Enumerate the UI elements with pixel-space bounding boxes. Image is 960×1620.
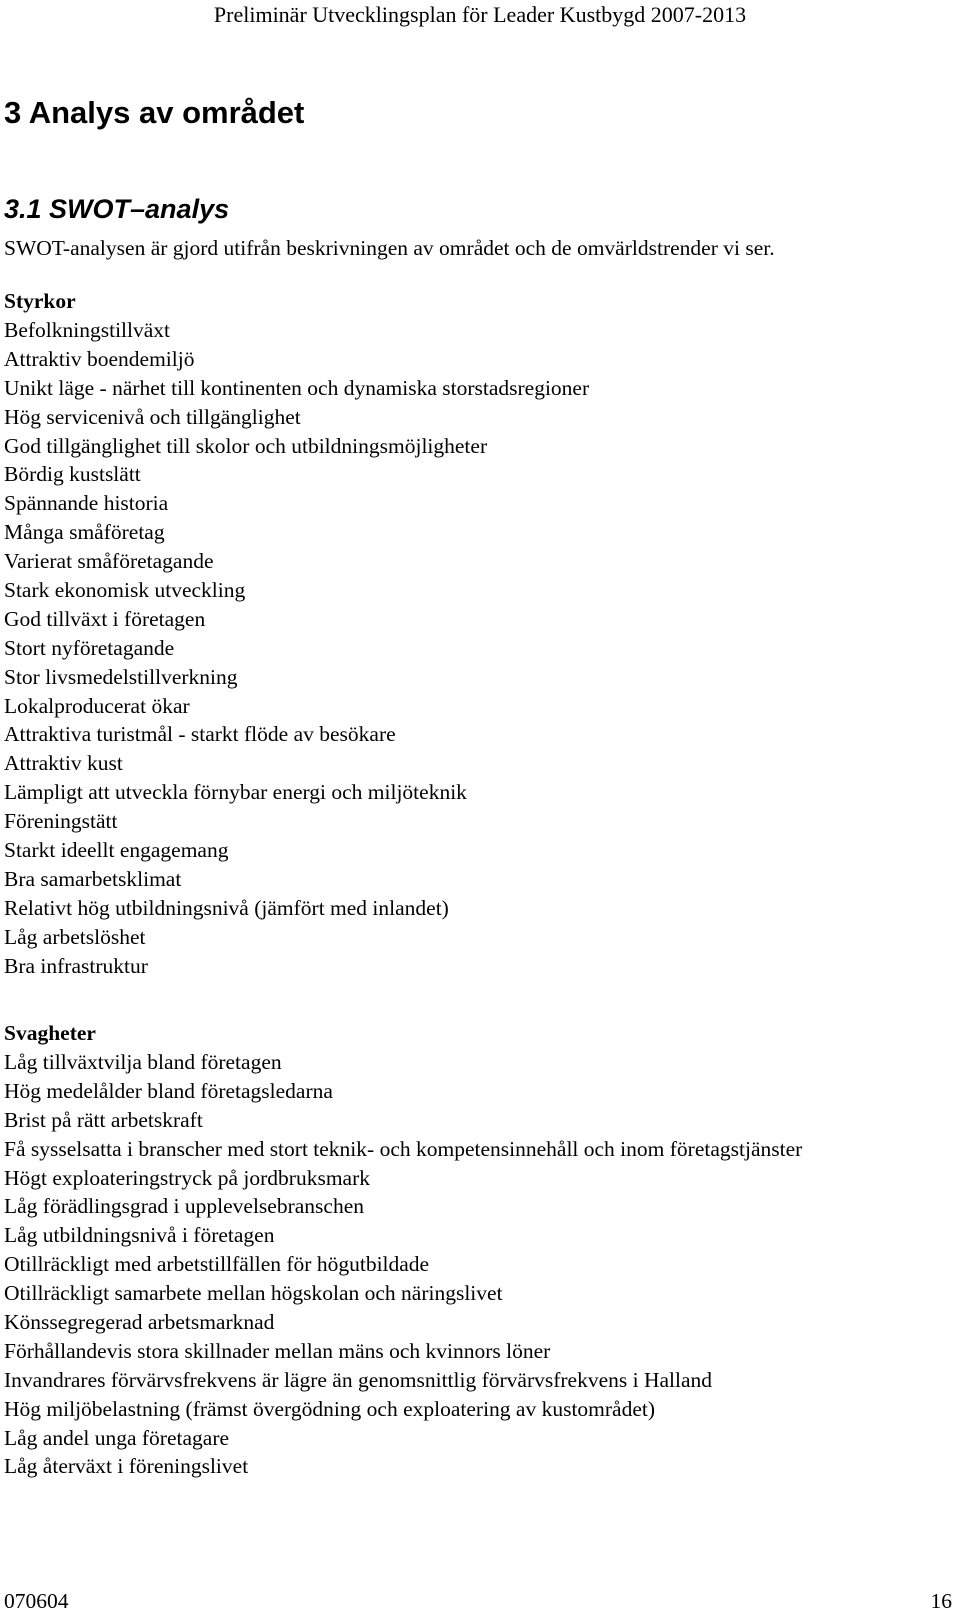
list-item: God tillväxt i företagen [4, 606, 206, 631]
list-item: Förhållandevis stora skillnader mellan mäns och kvinnors löner [4, 1338, 551, 1363]
list-item: Otillräckligt med arbetstillfällen för högutbildade [4, 1252, 430, 1277]
list-item: Unikt läge - närhet till kontinenten och dynamiska storstadsregioner [4, 375, 590, 400]
list-item: Låg återväxt i föreningslivet [4, 1454, 249, 1479]
strengths-title: Styrkor [4, 289, 76, 313]
list-item: Bra infrastruktur [4, 953, 148, 978]
list-item: Stor livsmedelstillverkning [4, 664, 238, 689]
list-item: Få sysselsatta i branscher med stort teknik- och kompetensinnehåll och inom företagstjänster [4, 1136, 803, 1161]
intro-paragraph: SWOT-analysen är gjord utifrån beskrivningen av området och de omvärldstrender vi ser. [4, 236, 775, 260]
list-item: Högt exploateringstryck på jordbruksmark [4, 1165, 371, 1190]
subsection-heading: 3.1 SWOT–analys [4, 194, 230, 224]
list-item: Bra samarbetsklimat [4, 866, 182, 891]
list-item: Låg arbetslöshet [4, 924, 146, 949]
list-item: Många småföretag [4, 520, 165, 545]
list-item: Låg utbildningsnivå i företagen [4, 1223, 275, 1248]
list-item: Lämpligt att utveckla förnybar energi och miljöteknik [4, 780, 467, 805]
list-item: Låg tillväxtvilja bland företagen [4, 1050, 282, 1074]
list-item: Hög medelålder bland företagsledarna [4, 1078, 333, 1103]
list-item: Varierat småföretagande [4, 549, 214, 574]
list-item: Otillräckligt samarbete mellan högskolan och näringslivet [4, 1281, 503, 1306]
running-header: Preliminär Utvecklingsplan för Leader Kustbygd 2007-2013 [213, 2, 747, 27]
section-heading: 3 Analys av området [4, 95, 305, 130]
list-item: Bördig kustslätt [4, 462, 141, 487]
list-item: Starkt ideellt engagemang [4, 838, 229, 863]
list-item: Invandrares förvärvsfrekvens är lägre än genomsnittlig förvärvsfrekvens i Halland [4, 1367, 713, 1392]
weaknesses-section [4, 1019, 802, 1481]
list-item: God tillgänglighet till skolor och utbildningsmöjligheter [4, 433, 488, 458]
list-item: Lokalproducerat ökar [4, 693, 190, 718]
list-item: Relativt hög utbildningsnivå (jämfört med inlandet) [4, 895, 449, 920]
list-item: Stark ekonomisk utveckling [4, 578, 246, 603]
list-item: Hög miljöbelastning (främst övergödning och exploatering av kustområdet) [4, 1396, 656, 1421]
list-item: Brist på rätt arbetskraft [4, 1107, 203, 1132]
list-item: Stort nyföretagande [4, 635, 175, 660]
page-number: 16 [930, 1589, 952, 1613]
list-item: Befolkningstillväxt [4, 318, 171, 342]
list-item: Hög servicenivå och tillgänglighet [4, 404, 301, 429]
footer-date-code: 070604 [4, 1589, 69, 1613]
list-item: Könssegregerad arbetsmarknad [4, 1310, 275, 1335]
list-item: Låg förädlingsgrad i upplevelsebranschen [4, 1194, 364, 1219]
list-item: Attraktiv kust [4, 751, 123, 776]
list-item: Spännande historia [4, 491, 169, 516]
weaknesses-title: Svagheter [4, 1021, 96, 1045]
list-item: Attraktiv boendemiljö [4, 346, 195, 371]
list-item: Attraktiva turistmål - starkt flöde av besökare [4, 722, 396, 747]
list-item: Låg andel unga företagare [4, 1425, 230, 1450]
strengths-section [4, 287, 589, 980]
strengths-list [4, 316, 589, 980]
list-item: Föreningstätt [4, 809, 118, 834]
weaknesses-list [4, 1048, 802, 1481]
